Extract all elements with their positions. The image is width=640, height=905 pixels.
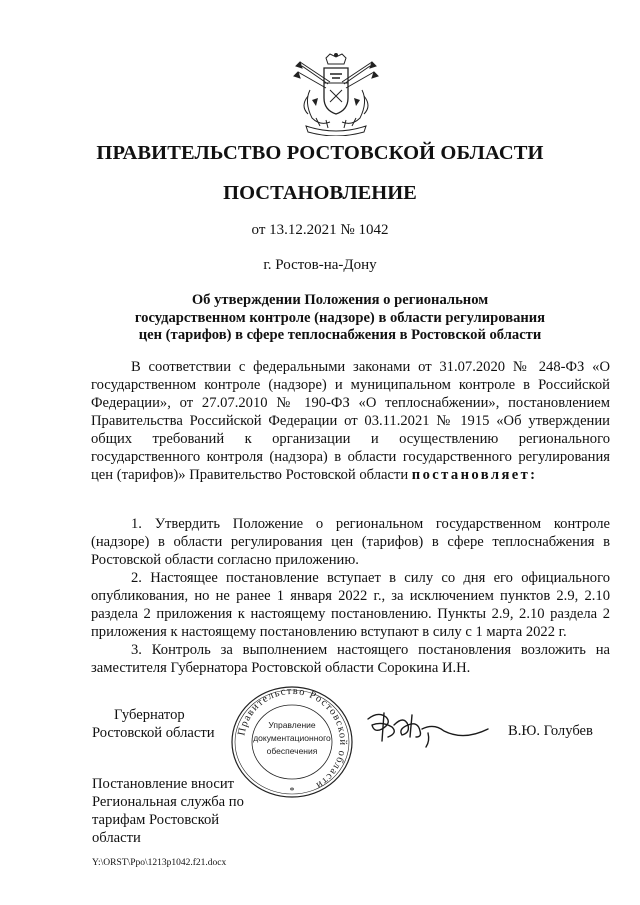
decree-items xyxy=(91,515,610,677)
subject-line: цен (тарифов) в сфере теплоснабжения в Ростовской области xyxy=(138,327,542,343)
document-date-number: от 13.12.2021 № 1042 xyxy=(251,222,389,238)
seal-center-line: документационного xyxy=(253,733,331,743)
submitted-by: Постановление вносит Региональная служба по тарифам Ростовской области xyxy=(92,776,244,846)
document-city: г. Ростов-на-Дону xyxy=(263,257,377,273)
organization-title: ПРАВИТЕЛЬСТВО РОСТОВСКОЙ ОБЛАСТИ xyxy=(96,142,544,164)
file-path: Y:\ORST\Ppo\1213p1042.f21.docx xyxy=(92,858,227,868)
signatory-name: В.Ю. Голубев xyxy=(508,723,593,739)
handwritten-signature-icon xyxy=(364,707,494,759)
subject-line: Об утверждении Положения о региональном xyxy=(191,292,489,308)
signatory-title xyxy=(92,706,215,742)
signatory-title-line: Губернатор xyxy=(114,707,185,723)
decree-item: 3. Контроль за выполнением настоящего постановления возложить на заместителя Губернатора Ростовской области Сорокина И.Н. xyxy=(91,642,610,676)
coat-of-arms-icon xyxy=(290,52,382,136)
decree-item: 2. Настоящее постановление вступает в силу со дня его официального опубликования, но не ранее 1 января 2022 г., за исключением пунктов 2.9, 2.10 раздела 2 приложения к настоящему постановлению. Пункты 2.9, 2.10 раздела 2 приложения к настоящему постановлению вступают в силу с 1 марта 2022 г. xyxy=(91,570,610,640)
decree-item: 1. Утвердить Положение о региональном государственном контроле (надзоре) в области регулирования цен (тарифов) в сфере теплоснабжения в Ростовской области согласно приложению. xyxy=(91,516,610,568)
seal-center-line: Управление xyxy=(268,720,316,730)
document-subject xyxy=(100,292,580,345)
document-type: ПОСТАНОВЛЕНИЕ xyxy=(223,182,417,204)
decree-word: постановляет: xyxy=(411,467,538,483)
preamble xyxy=(91,358,610,484)
seal-ring-text: Правительство Ростовской области xyxy=(236,685,349,792)
seal-center-line: обеспечения xyxy=(266,746,318,756)
subject-line: государственном контроле (надзоре) в области регулирования xyxy=(134,309,546,326)
seal-star: * xyxy=(289,786,295,797)
preamble-text: В соответствии с федеральными законами от 31.07.2020 № 248-ФЗ «О государственном контроле (надзоре) и муниципальном контроле в Российской Федерации», от 27.07.2010 № 190-ФЗ «О теплоснабжении», постановлением Правительства Российской Федерации от 03.11.2021 № 1915 «Об утверждении общих требований к организации и осуществлению регионального государственного контроля (надзора) в области государственного регулирования цен (тарифов)» Правительство Ростовской области xyxy=(91,359,610,483)
signatory-title-line: Ростовской области xyxy=(92,725,215,741)
